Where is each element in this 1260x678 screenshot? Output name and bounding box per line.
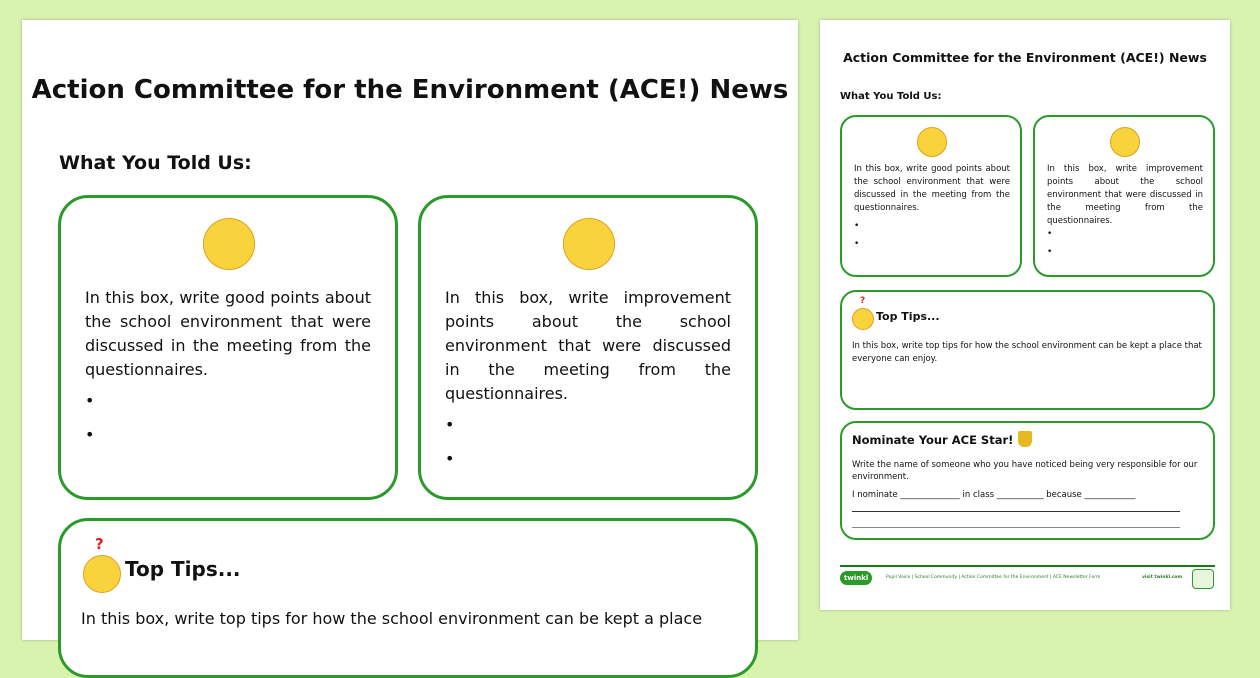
twinkl-logo: twinkl xyxy=(840,571,872,585)
nominate-line: I nominate ______________ in class ___________ because ____________ xyxy=(852,490,1136,500)
tips-text: In this box, write top tips for how the school environment can be kept a place that everyone can enjoy. xyxy=(852,341,1202,364)
page-title: Action Committee for the Environment (ACE!) News xyxy=(31,75,789,105)
nominate-box xyxy=(840,421,1215,540)
improvement-box xyxy=(1033,115,1215,277)
top-tips-box xyxy=(840,290,1215,410)
footer-breadcrumb: Pupil Voice | School Community | Action Committee for the Environment | ACE Newsletter Form xyxy=(886,575,1101,580)
told-heading: What You Told Us: xyxy=(59,152,252,174)
page-full xyxy=(820,20,1230,610)
sad-face-icon xyxy=(563,218,615,270)
trophy-icon xyxy=(1018,431,1032,447)
bullet: • xyxy=(854,239,860,249)
bullet: • xyxy=(445,415,455,434)
bullet: • xyxy=(1047,247,1053,257)
nominate-heading: Nominate Your ACE Star! xyxy=(852,433,1014,447)
tips-text: In this box, write top tips for how the school environment can be kept a place xyxy=(81,609,703,628)
sad-face-icon xyxy=(1110,127,1140,157)
happy-face-icon xyxy=(203,218,255,270)
question-mark: ? xyxy=(860,296,866,306)
good-text: In this box, write good points about the school environment that were discussed in the meeting from the questionnaires. xyxy=(854,164,1010,213)
bullet: • xyxy=(445,449,455,468)
writing-line[interactable] xyxy=(852,527,1180,528)
good-text: In this box, write good points about the school environment that were discussed in the meeting from the questionnaires. xyxy=(85,288,371,379)
top-tips-box xyxy=(58,518,758,678)
bullet: • xyxy=(85,391,95,410)
nominate-text: Write the name of someone who you have noticed being very responsible for our environment. xyxy=(852,460,1198,482)
good-points-box xyxy=(58,195,398,500)
happy-face-icon xyxy=(917,127,947,157)
tips-heading: Top Tips... xyxy=(876,310,940,323)
question-mark: ? xyxy=(95,535,104,553)
bullet: • xyxy=(1047,229,1053,239)
told-heading: What You Told Us: xyxy=(840,91,942,102)
good-points-box xyxy=(840,115,1022,277)
page-title: Action Committee for the Environment (ACE!) News xyxy=(843,50,1207,65)
footer-url[interactable]: visit twinkl.com xyxy=(1142,575,1183,580)
improve-text: In this box, write improvement points about the school environment that were discussed in the meeting from the questionnaires. xyxy=(1047,164,1203,226)
footer-divider xyxy=(840,565,1215,567)
bullet: • xyxy=(85,425,95,444)
improvement-box xyxy=(418,195,758,500)
improve-text: In this box, write improvement points about the school environment that were discussed in the meeting from the questionnaires. xyxy=(445,288,731,403)
writing-line[interactable] xyxy=(852,511,1180,512)
thinking-face-icon xyxy=(852,308,874,330)
thinking-face-icon xyxy=(83,555,121,593)
badge-icon xyxy=(1192,569,1214,589)
tips-heading: Top Tips... xyxy=(125,557,241,581)
bullet: • xyxy=(854,221,860,231)
page-zoomed xyxy=(22,20,798,640)
